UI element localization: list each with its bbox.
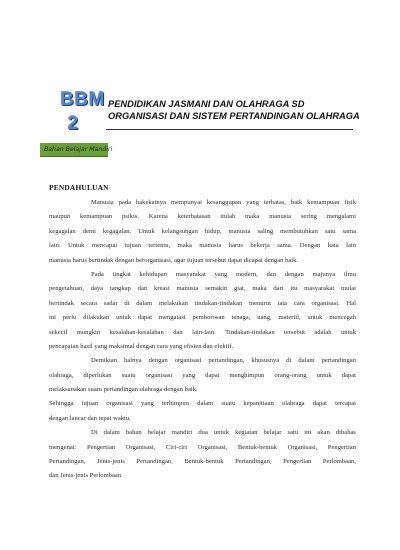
- body-line: manusia harus bertindak dengan berorganisasi, agar tujuan tersebut dapat dicapai dengan baik.: [49, 256, 299, 264]
- module-type-label: Bahan Belajar Mandiri: [44, 146, 113, 153]
- body-line: pengetahuan, daya tangkap dan kreasi manusia semakin giat, maka dari itu masyarakat mulai: [49, 285, 356, 293]
- body-line: lain. Untuk mencapai tujuan tertentu, maka manusia harus bekerja sama. Dengan kata lain: [49, 242, 356, 250]
- section-heading: PENDAHULUAN: [49, 183, 109, 192]
- body-line: bertindak secara sadar di dalam melakukan tindakan-tindakan menurut tata cara organisasi. Hal: [49, 299, 356, 307]
- body-line: ini perlu dilakukan untuk dapat mengatasi pemborosan tenaga, uang, materiil, untuk mencegah: [49, 314, 356, 322]
- body-line: melaksanakan suatu pertandingan olahraga dengan baik.: [49, 386, 198, 394]
- module-badge-number: 2: [67, 113, 79, 134]
- document-title: [108, 98, 368, 122]
- body-line: dan Jenis-jenis Perlombaan: [49, 472, 122, 480]
- body-line: pencapaian hasil yang maksimal dengan cara yang efisien dan efektif.: [49, 342, 234, 350]
- module-type-ribbon: [40, 143, 113, 157]
- module-badge-label: BBM: [60, 89, 105, 110]
- module-badge: [60, 88, 105, 136]
- body-line: Di dalam bahan belajar mandiri dua untuk kegiatan belajar satu ini akan dibahas: [91, 429, 356, 437]
- title-underline: [106, 129, 353, 130]
- body-line: Sehingga tujuan organisasi yang terhimpun dalam suatu kepanitiaan olahraga dapat tercapai: [49, 400, 356, 408]
- body-line: Demikian halnya dengan organisasi pertandingan, khususnya di dalam pertandingan: [91, 357, 356, 365]
- body-line: Pertandingan, Jenis-jenis Pertandingan, Bentuk-bentuk Pertandingan, Pengertian Perlombaan,: [49, 458, 356, 466]
- body-line: olahraga, diperlukan suatu organisasi yang dapat menghimpun orang-orang untuk dapat: [49, 371, 356, 379]
- body-line: Pada tingkat kehidupan masyarakat yang modern, dan dengan majunya ilmu: [91, 270, 356, 278]
- title-line-1: PENDIDIKAN JASMANI DAN OLAHRAGA SD: [108, 99, 305, 109]
- body-line: dengan lancar dan tepat waktu.: [49, 414, 131, 422]
- body-line: maupun kemampuan psikis. Karena keterbatasan itulah maka manusia sering mengalami: [49, 213, 356, 221]
- section-body: [49, 196, 356, 484]
- body-line: sekecil mungkin kesalahan-kesalahan dan lain-lain. Tindakan-tindakan tersebut adalah untuk: [49, 328, 356, 336]
- body-line: kegagalan demi kegagalan. Untuk kelangsungan hidup, manusia saling membutuhkan satu sama: [49, 227, 356, 235]
- title-line-2: ORGANISASI DAN SISTEM PERTANDINGAN OLAHRAGA: [108, 111, 360, 121]
- body-line: Manusia pada hakekatnya mempunyai kesanggupan yang terbatas, baik kemampuan fisik: [91, 199, 356, 206]
- body-line: mengenai: Pengertian Organisasi, Ciri-ciri Organisasi, Bentuk-bentuk Organisasi, Pengertian: [49, 443, 356, 451]
